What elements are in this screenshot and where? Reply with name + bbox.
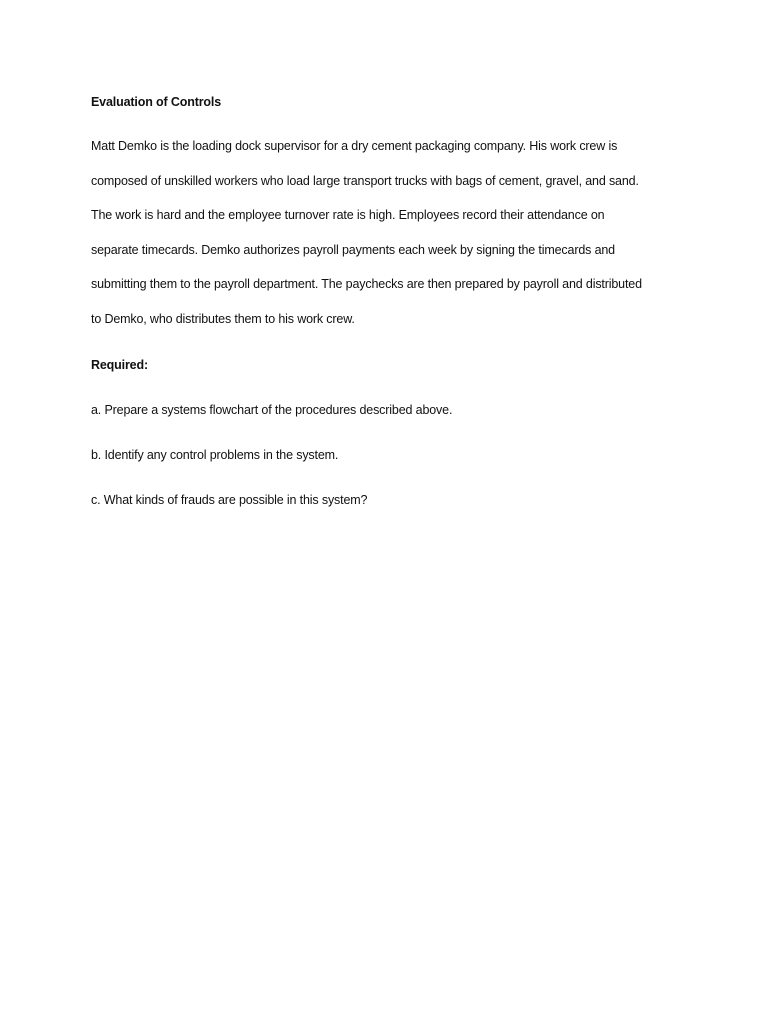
paragraph-line: to Demko, who distributes them to his work crew. — [91, 311, 355, 326]
case-paragraph — [91, 138, 691, 346]
paragraph-line: Matt Demko is the loading dock supervisor for a dry cement packaging company. His work crew is — [91, 139, 618, 153]
paragraph-line: The work is hard and the employee turnover rate is high. Employees record their attendance on — [91, 208, 605, 223]
document-content — [91, 94, 691, 508]
document-title: Evaluation of Controls — [91, 95, 222, 109]
question-a: a. Prepare a systems flowchart of the procedures described above. — [91, 402, 453, 417]
paragraph-line: submitting them to the payroll department. The paychecks are then prepared by payroll and distributed — [91, 277, 642, 292]
question-c: c. What kinds of frauds are possible in this system? — [91, 492, 368, 507]
paragraph-line: separate timecards. Demko authorizes payroll payments each week by signing the timecards and — [91, 242, 615, 257]
paragraph-line: composed of unskilled workers who load large transport trucks with bags of cement, gravel, and sand. — [91, 173, 639, 188]
question-b: b. Identify any control problems in the system. — [91, 447, 339, 462]
required-heading: Required: — [91, 357, 148, 372]
